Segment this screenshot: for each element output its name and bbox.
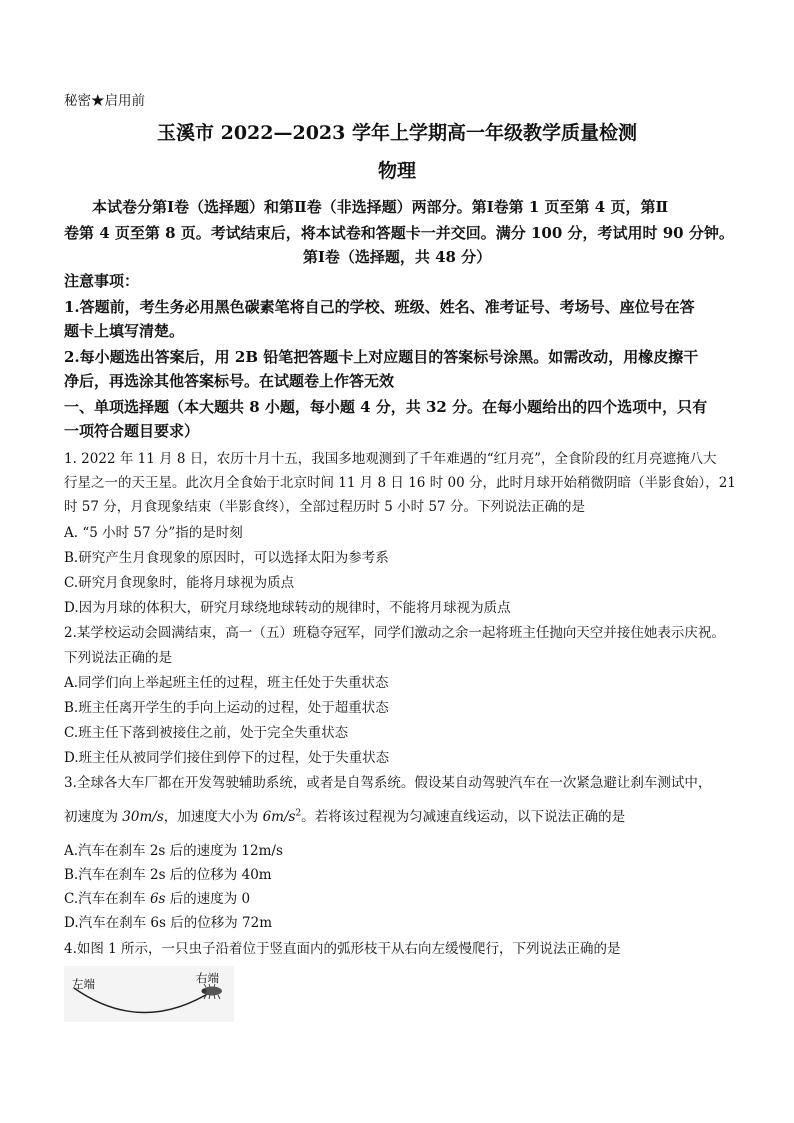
- subject-title: 物理: [377, 160, 416, 182]
- q3-acceleration: 6m/s: [262, 809, 296, 825]
- q1-option-a: A. “5 小时 57 分”指的是时刻: [64, 525, 243, 541]
- q3-option-d: D.汽车在刹车 6s 后的位移为 72m: [64, 915, 273, 931]
- q4-stem-line-1: 4.如图 1 所示，一只虫子沿着位于竖直面内的弧形枝干从右向左缓慢爬行，下列说法正确的是: [64, 941, 621, 957]
- q3-stem-line-1: 3.全球各大车厂都在开发驾驶辅助系统，或者是自驾系统。假设某自动驾驶汽车在一次紧急避让刹车测试中，: [64, 775, 712, 791]
- note-2-line-2: 净后，再选涂其他答案标号。在试题卷上作答无效: [64, 372, 395, 390]
- q3-c-post: 后的速度为 0: [165, 891, 251, 907]
- part-one-heading: 第Ⅰ卷（选择题，共 48 分）: [302, 248, 492, 266]
- note-1-line-2: 题卡上填写清楚。: [64, 322, 185, 340]
- q2-option-a: A.同学们向上举起班主任的过程，班主任处于失重状态: [64, 675, 389, 691]
- q1-stem-line-3: 时 57 分，月食现象结束（半影食终），全部过程历时 5 小时 57 分。下列说法正确的是: [64, 499, 585, 515]
- q1-option-b: B.研究产生月食现象的原因时，可以选择太阳为参考系: [64, 550, 389, 566]
- q2-option-c: C.班主任下落到被接住之前，处于完全失重状态: [64, 725, 349, 741]
- q1-stem-line-1: 1. 2022 年 11 月 8 日，农历十月十五，我国多地观测到了千年难遇的“红月亮”，全食阶段的红月亮遮掩八大: [64, 451, 717, 467]
- q3-stem-line-2: [64, 808, 625, 826]
- section-one-line-2: 一项符合题目要求）: [64, 422, 200, 440]
- left-end-label: 左端: [72, 977, 95, 991]
- q3-c-time: 6s: [149, 891, 166, 907]
- q3-text-b: ，加速度大小为: [163, 809, 263, 825]
- q3-option-b: B.汽车在刹车 2s 后的位移为 40m: [64, 867, 272, 883]
- right-end-label: 右端: [196, 971, 219, 985]
- q3-initial-velocity: 30m/s: [122, 809, 164, 825]
- exam-title: 玉溪市 2022—2023 学年上学期高一年级教学质量检测: [157, 122, 637, 144]
- section-one-line-1: 一、单项选择题（本大题共 8 小题，每小题 4 分，共 32 分。在每小题给出的四个选项中，只有: [64, 398, 708, 416]
- bug-icon: [202, 984, 223, 999]
- intro-line-1: 本试卷分第Ⅰ卷（选择题）和第Ⅱ卷（非选择题）两部分。第Ⅰ卷第 1 页至第 4 页，第Ⅱ: [92, 198, 669, 216]
- q2-stem-line-1: 2.某学校运动会圆满结束，高一（五）班稳夺冠军，同学们激动之余一起将班主任抛向天空并接住她表示庆祝。: [64, 625, 725, 641]
- q3-c-pre: C.汽车在刹车: [64, 891, 150, 907]
- notes-heading: 注意事项：: [64, 272, 140, 290]
- q1-option-c: C.研究月食现象时，能将月球视为质点: [64, 575, 295, 591]
- note-1-line-1: 1.答题前，考生务必用黑色碳素笔将自己的学校、班级、姓名、准考证号、考场号、座位号在答: [64, 298, 695, 316]
- q3-option-a: A.汽车在刹车 2s 后的速度为 12m/s: [64, 843, 283, 859]
- q2-option-d: D.班主任从被同学们接住到停下的过程，处于失重状态: [64, 750, 390, 766]
- arc-branch: [74, 988, 214, 1013]
- q3-text-c: 。若将该过程视为匀减速直线运动，以下说法正确的是: [301, 809, 626, 825]
- confidential-mark: 秘密★启用前: [64, 93, 145, 109]
- intro-line-2: 卷第 4 页至第 8 页。考试结束后，将本试卷和答题卡一并交回。满分 100 分，考试用时 90 分钟。: [64, 224, 734, 242]
- q1-stem-line-2: 行星之一的天王星。此次月全食始于北京时间 11 月 8 日 16 时 00 分，此时月球开始稍微阴暗（半影食始），21: [64, 475, 736, 491]
- q3-option-c: [64, 890, 250, 908]
- note-2-line-1: 2.每小题选出答案后，用 2B 铅笔把答题卡上对应题目的答案标号涂黑。如需改动，用橡皮擦干: [64, 348, 699, 366]
- q2-option-b: B.班主任离开学生的手向上运动的过程，处于超重状态: [64, 700, 389, 716]
- q3-acceleration-exponent: 2: [295, 808, 302, 819]
- q1-option-d: D.因为月球的体积大，研究月球绕地球转动的规律时，不能将月球视为质点: [64, 600, 511, 616]
- q3-text-a: 初速度为: [64, 809, 123, 825]
- q2-stem-line-2: 下列说法正确的是: [64, 650, 172, 666]
- figure-1-branch: [64, 966, 234, 1022]
